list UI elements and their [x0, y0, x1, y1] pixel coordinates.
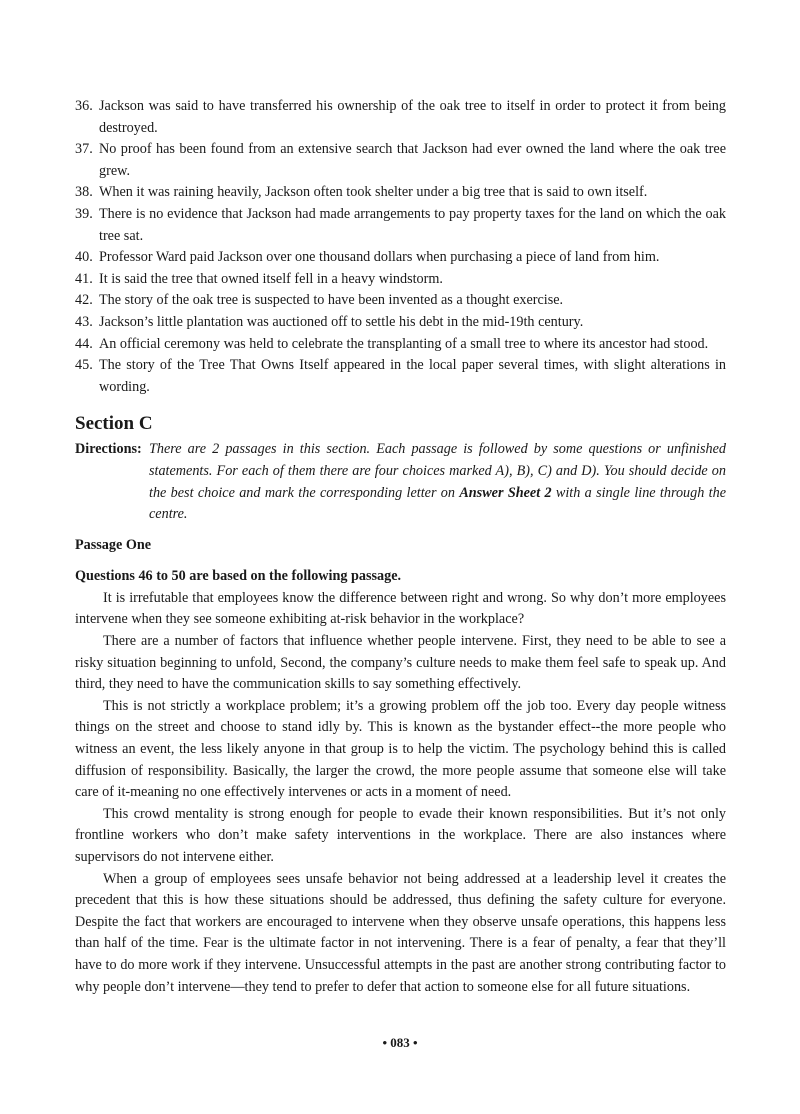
statement-text: The story of the Tree That Owns Itself appeared in the local paper several times, with slight alterations in wording. [99, 357, 726, 395]
statement-item [75, 269, 726, 291]
statement-number: 37. [75, 141, 93, 158]
statement-text: There is no evidence that Jackson had made arrangements to pay property taxes for the land on which the oak tree sat. [99, 205, 726, 244]
passage-paragraph: There are a number of factors that influence whether people intervene. First, they need to be able to see a risky situation beginning to unfold, Second, the company’s culture needs to make them feel safe to speak up. And third, they need to have the communication skills to say something effectively. [75, 633, 726, 693]
statement-item [75, 139, 726, 182]
statement-text: It is said the tree that owned itself fell in a heavy windstorm. [99, 270, 443, 287]
statement-item [75, 312, 726, 334]
directions-text-part: There are 2 passages in this section. Each passage is followed by some questions or unfinished statements. For each of them there are four choices marked A), B), C) and D). You should decide on the best choice and mark the corresponding letter on [149, 441, 726, 501]
statement-number: 43. [75, 313, 93, 330]
statement-text: When it was raining heavily, Jackson often took shelter under a big tree that is said to own itself. [99, 184, 648, 201]
passage-body [75, 588, 726, 998]
passage-paragraph: This is not strictly a workplace problem; it’s a growing problem off the job too. Every day people witness things on the street and choose to stand idly by. This is known as the bystander effect--the more people who witness an event, the less likely anyone in that group is to help the victim. The psychology behind this is called diffusion of responsibility. Basically, the larger the crowd, the more people assume that someone else will take care of it-meaning no one effectively intervenes or acts in a moment of need. [75, 697, 726, 801]
passage-paragraph: It is irrefutable that employees know the difference between right and wrong. So why don’t more employees intervene when they see someone exhibiting at-risk behavior in the workplace? [75, 589, 726, 628]
passage-paragraph: This crowd mentality is strong enough for people to evade their known responsibilities. But it’s not only frontline workers who don’t make safety interventions in the workplace. There are also instances where supervisors do not intervene either. [75, 805, 726, 865]
directions-text [149, 441, 726, 522]
section-title: Section C [75, 413, 153, 435]
statement-number: 41. [75, 270, 93, 287]
statement-text: The story of the oak tree is suspected to have been invented as a thought exercise. [99, 292, 564, 309]
statement-number: 40. [75, 249, 93, 266]
directions-block [75, 439, 726, 525]
statement-item [75, 96, 726, 139]
statement-number: 36. [75, 98, 93, 114]
statement-number: 44. [75, 335, 93, 352]
statement-item [75, 355, 726, 398]
statement-number: 45. [75, 357, 93, 374]
statement-text: An official ceremony was held to celebrate the transplanting of a small tree to where its ancestor had stood. [99, 335, 709, 352]
statement-number: 38. [75, 184, 93, 201]
statement-list [75, 96, 726, 398]
answer-sheet-emphasis: Answer Sheet 2 [459, 484, 552, 501]
statement-text: No proof has been found from an extensive search that Jackson had ever owned the land where the oak tree grew. [99, 141, 726, 179]
statement-item [75, 204, 726, 247]
passage-title: Passage One [75, 536, 152, 553]
statement-item [75, 290, 726, 312]
directions-label: Directions: [75, 441, 142, 458]
statement-text: Professor Ward paid Jackson over one thousand dollars when purchasing a piece of land from him. [99, 249, 660, 266]
statement-item [75, 182, 726, 204]
passage-paragraph: When a group of employees sees unsafe behavior not being addressed at a leadership level it creates the precedent that this is how these situations should be addressed, thus defining the safety culture for everyone. Despite the fact that workers are encouraged to intervene when they observe unsafe operations, this happens less than half of the time. Fear is the ultimate factor in not intervening. There is a fear of penalty, a fear that they’ll have to do more work if they intervene. Unsuccessful attempts in the past are another strong contributing factor to why people don’t intervene—they tend to prefer to defer that action to someone else for all future situations. [75, 870, 726, 995]
statement-number: 39. [75, 205, 93, 222]
statement-item [75, 247, 726, 269]
questions-heading: Questions 46 to 50 are based on the following passage. [75, 568, 402, 585]
directions-text-part: with a single line through the centre. [149, 484, 726, 523]
page-number: • 083 • [382, 1035, 418, 1050]
statement-item [75, 334, 726, 356]
exam-page [75, 96, 726, 998]
statement-number: 42. [75, 292, 93, 309]
statement-text: Jackson was said to have transferred his ownership of the oak tree to itself in order to protect it from being destroyed. [99, 98, 726, 136]
statement-text: Jackson’s little plantation was auctioned off to settle his debt in the mid-19th century. [99, 313, 584, 330]
